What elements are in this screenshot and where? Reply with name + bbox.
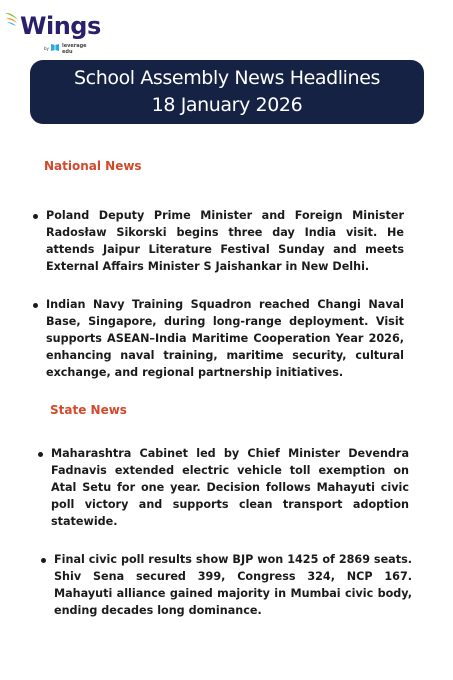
bullet-icon xyxy=(38,452,43,457)
section-title-state: State News xyxy=(50,403,127,417)
brand-by: by xyxy=(44,46,49,51)
bullet-icon xyxy=(33,214,38,219)
wings-logo xyxy=(4,6,114,62)
news-item: Final civic poll results show BJP won 1425 of 2869 seats. Shiv Sena secured 399, Congress 324, NCP 167. Mahayuti alliance gained majority in Mumbai civic body, ending decades long dominance. xyxy=(54,553,412,617)
bullet-icon xyxy=(41,558,46,563)
brand-tagline: leverage edu xyxy=(62,43,87,55)
section-title-national: National News xyxy=(44,159,142,173)
brand-name: Wings xyxy=(20,12,101,40)
news-item: Indian Navy Training Squadron reached Changi Naval Base, Singapore, during long-range deployment. Visit supports ASEAN–India Maritime Cooperation Year 2026, enhancing naval training, maritime security, cultural exchange, and regional partnership initiatives. xyxy=(46,298,404,379)
book-icon xyxy=(50,42,60,52)
page-title: School Assembly News Headlines xyxy=(74,67,380,89)
news-item: Maharashtra Cabinet led by Chief Minister Devendra Fadnavis extended electric vehicle toll exemption on Atal Setu for one year. Decision follows Mahayuti civic poll victory and supports clean transport adoption statewide. xyxy=(51,447,409,528)
news-item: Poland Deputy Prime Minister and Foreign Minister Radosław Sikorski begins three day India visit. He attends Jaipur Literature Festival Sunday and meets External Affairs Minister S Jaishankar in New Delhi. xyxy=(46,209,404,273)
header-banner xyxy=(30,60,424,124)
bullet-icon xyxy=(33,303,38,308)
page-date: 18 January 2026 xyxy=(151,94,303,116)
